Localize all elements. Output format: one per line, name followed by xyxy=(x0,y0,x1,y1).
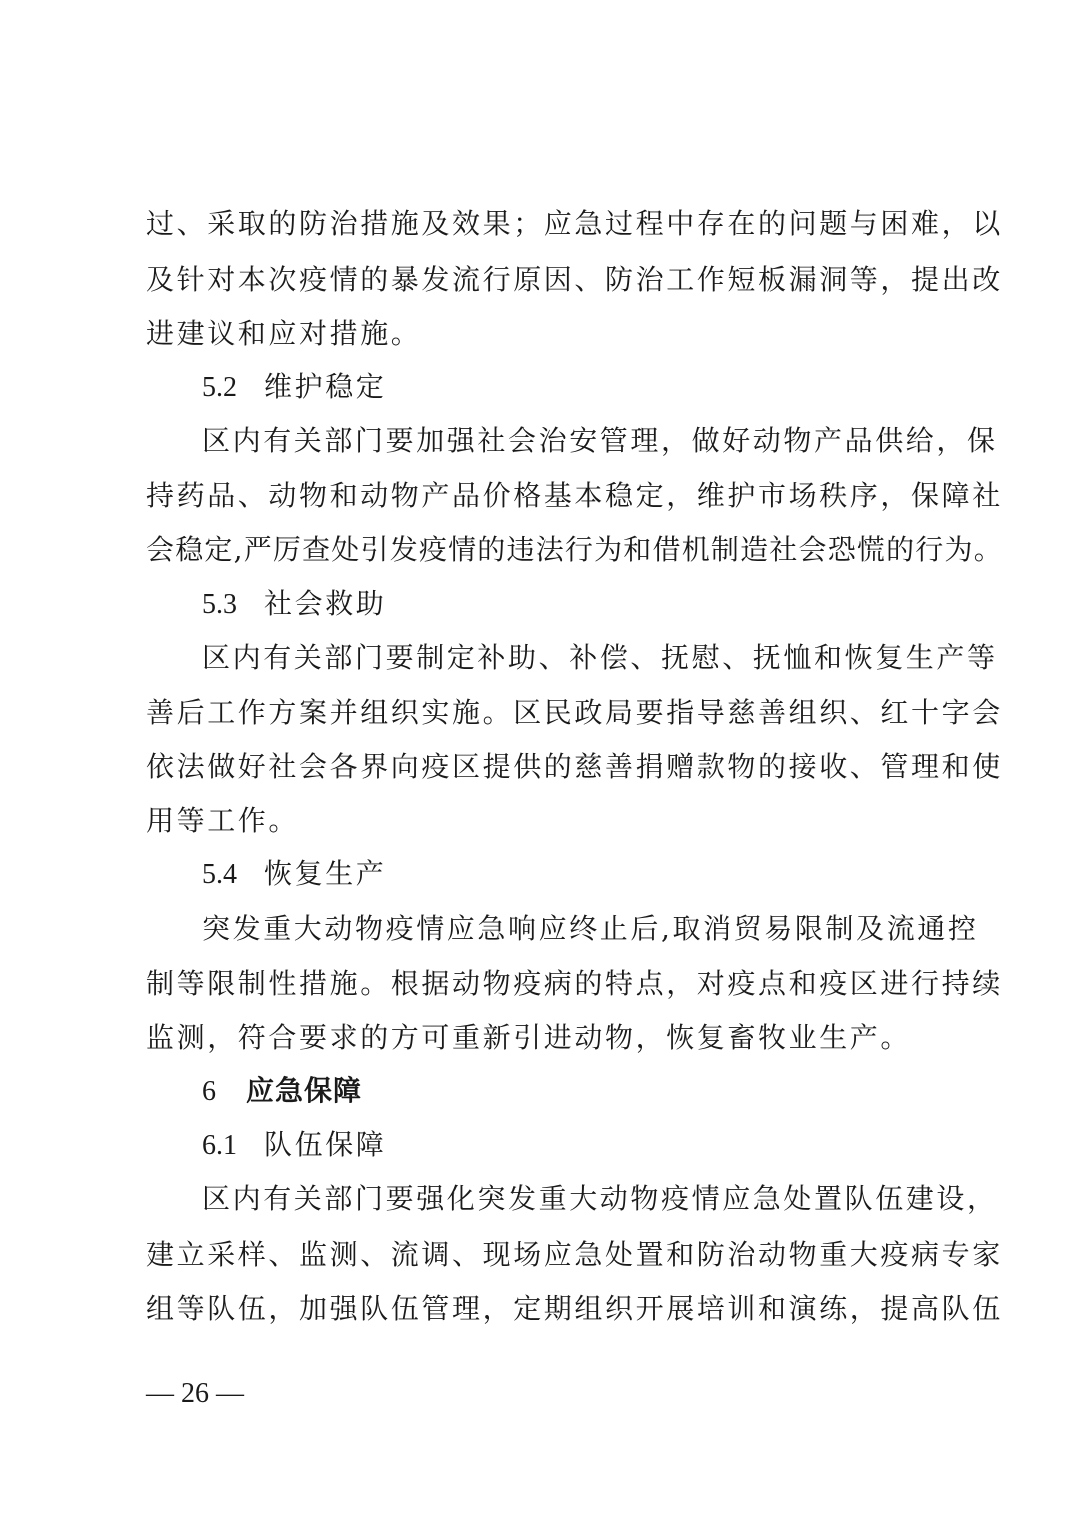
section-heading-5-4 xyxy=(202,855,386,893)
paragraph-line: 区内有关部门要强化突发重大动物疫情应急处置队伍建设， xyxy=(202,1182,998,1215)
section-title: 维护稳定 xyxy=(264,370,387,403)
paragraph-line: 突发重大动物疫情应急响应终止后,取消贸易限制及流通控 xyxy=(202,912,979,945)
paragraph-line: 进建议和应对措施。 xyxy=(146,317,422,350)
section-number: 5.3 xyxy=(202,589,237,620)
paragraph-line: 建立采样、监测、流调、现场应急处置和防治动物重大疫病专家 xyxy=(146,1238,1003,1271)
chapter-heading-6 xyxy=(202,1072,362,1110)
section-number: 5.2 xyxy=(202,372,237,403)
section-heading-5-3 xyxy=(202,585,386,623)
section-heading-5-2 xyxy=(202,368,386,406)
paragraph-line: 监测，符合要求的方可重新引进动物，恢复畜牧业生产。 xyxy=(146,1021,912,1054)
paragraph-line: 会稳定,严厉查处引发疫情的违法行为和借机制造社会恐慌的行为。 xyxy=(146,533,1003,566)
section-heading-6-1 xyxy=(202,1126,386,1164)
paragraph-line: 过、采取的防治措施及效果；应急过程中存在的问题与困难，以 xyxy=(146,207,1003,240)
section-number: 6 xyxy=(202,1076,216,1107)
section-title: 恢复生产 xyxy=(264,857,387,890)
paragraph-line: 制等限制性措施。根据动物疫病的特点，对疫点和疫区进行持续 xyxy=(146,967,1003,1000)
paragraph-line: 区内有关部门要加强社会治安管理，做好动物产品供给，保 xyxy=(202,424,998,457)
paragraph-line: 组等队伍，加强队伍管理，定期组织开展培训和演练，提高队伍 xyxy=(146,1292,1003,1325)
section-number: 6.1 xyxy=(202,1130,237,1161)
paragraph-line: 善后工作方案并组织实施。区民政局要指导慈善组织、红十字会 xyxy=(146,696,1003,729)
page-number: — 26 — xyxy=(146,1378,244,1409)
paragraph-line: 用等工作。 xyxy=(146,804,300,837)
paragraph-line: 及针对本次疫情的暴发流行原因、防治工作短板漏洞等，提出改 xyxy=(146,263,1003,296)
section-title: 社会救助 xyxy=(264,587,387,620)
section-title: 应急保障 xyxy=(246,1074,363,1107)
section-title: 队伍保障 xyxy=(264,1128,387,1161)
paragraph-line: 区内有关部门要制定补助、补偿、抚慰、抚恤和恢复生产等 xyxy=(202,641,998,674)
paragraph-line: 依法做好社会各界向疫区提供的慈善捐赠款物的接收、管理和使 xyxy=(146,750,1003,783)
paragraph-line: 持药品、动物和动物产品价格基本稳定，维护市场秩序，保障社 xyxy=(146,479,1003,512)
section-number: 5.4 xyxy=(202,859,237,890)
